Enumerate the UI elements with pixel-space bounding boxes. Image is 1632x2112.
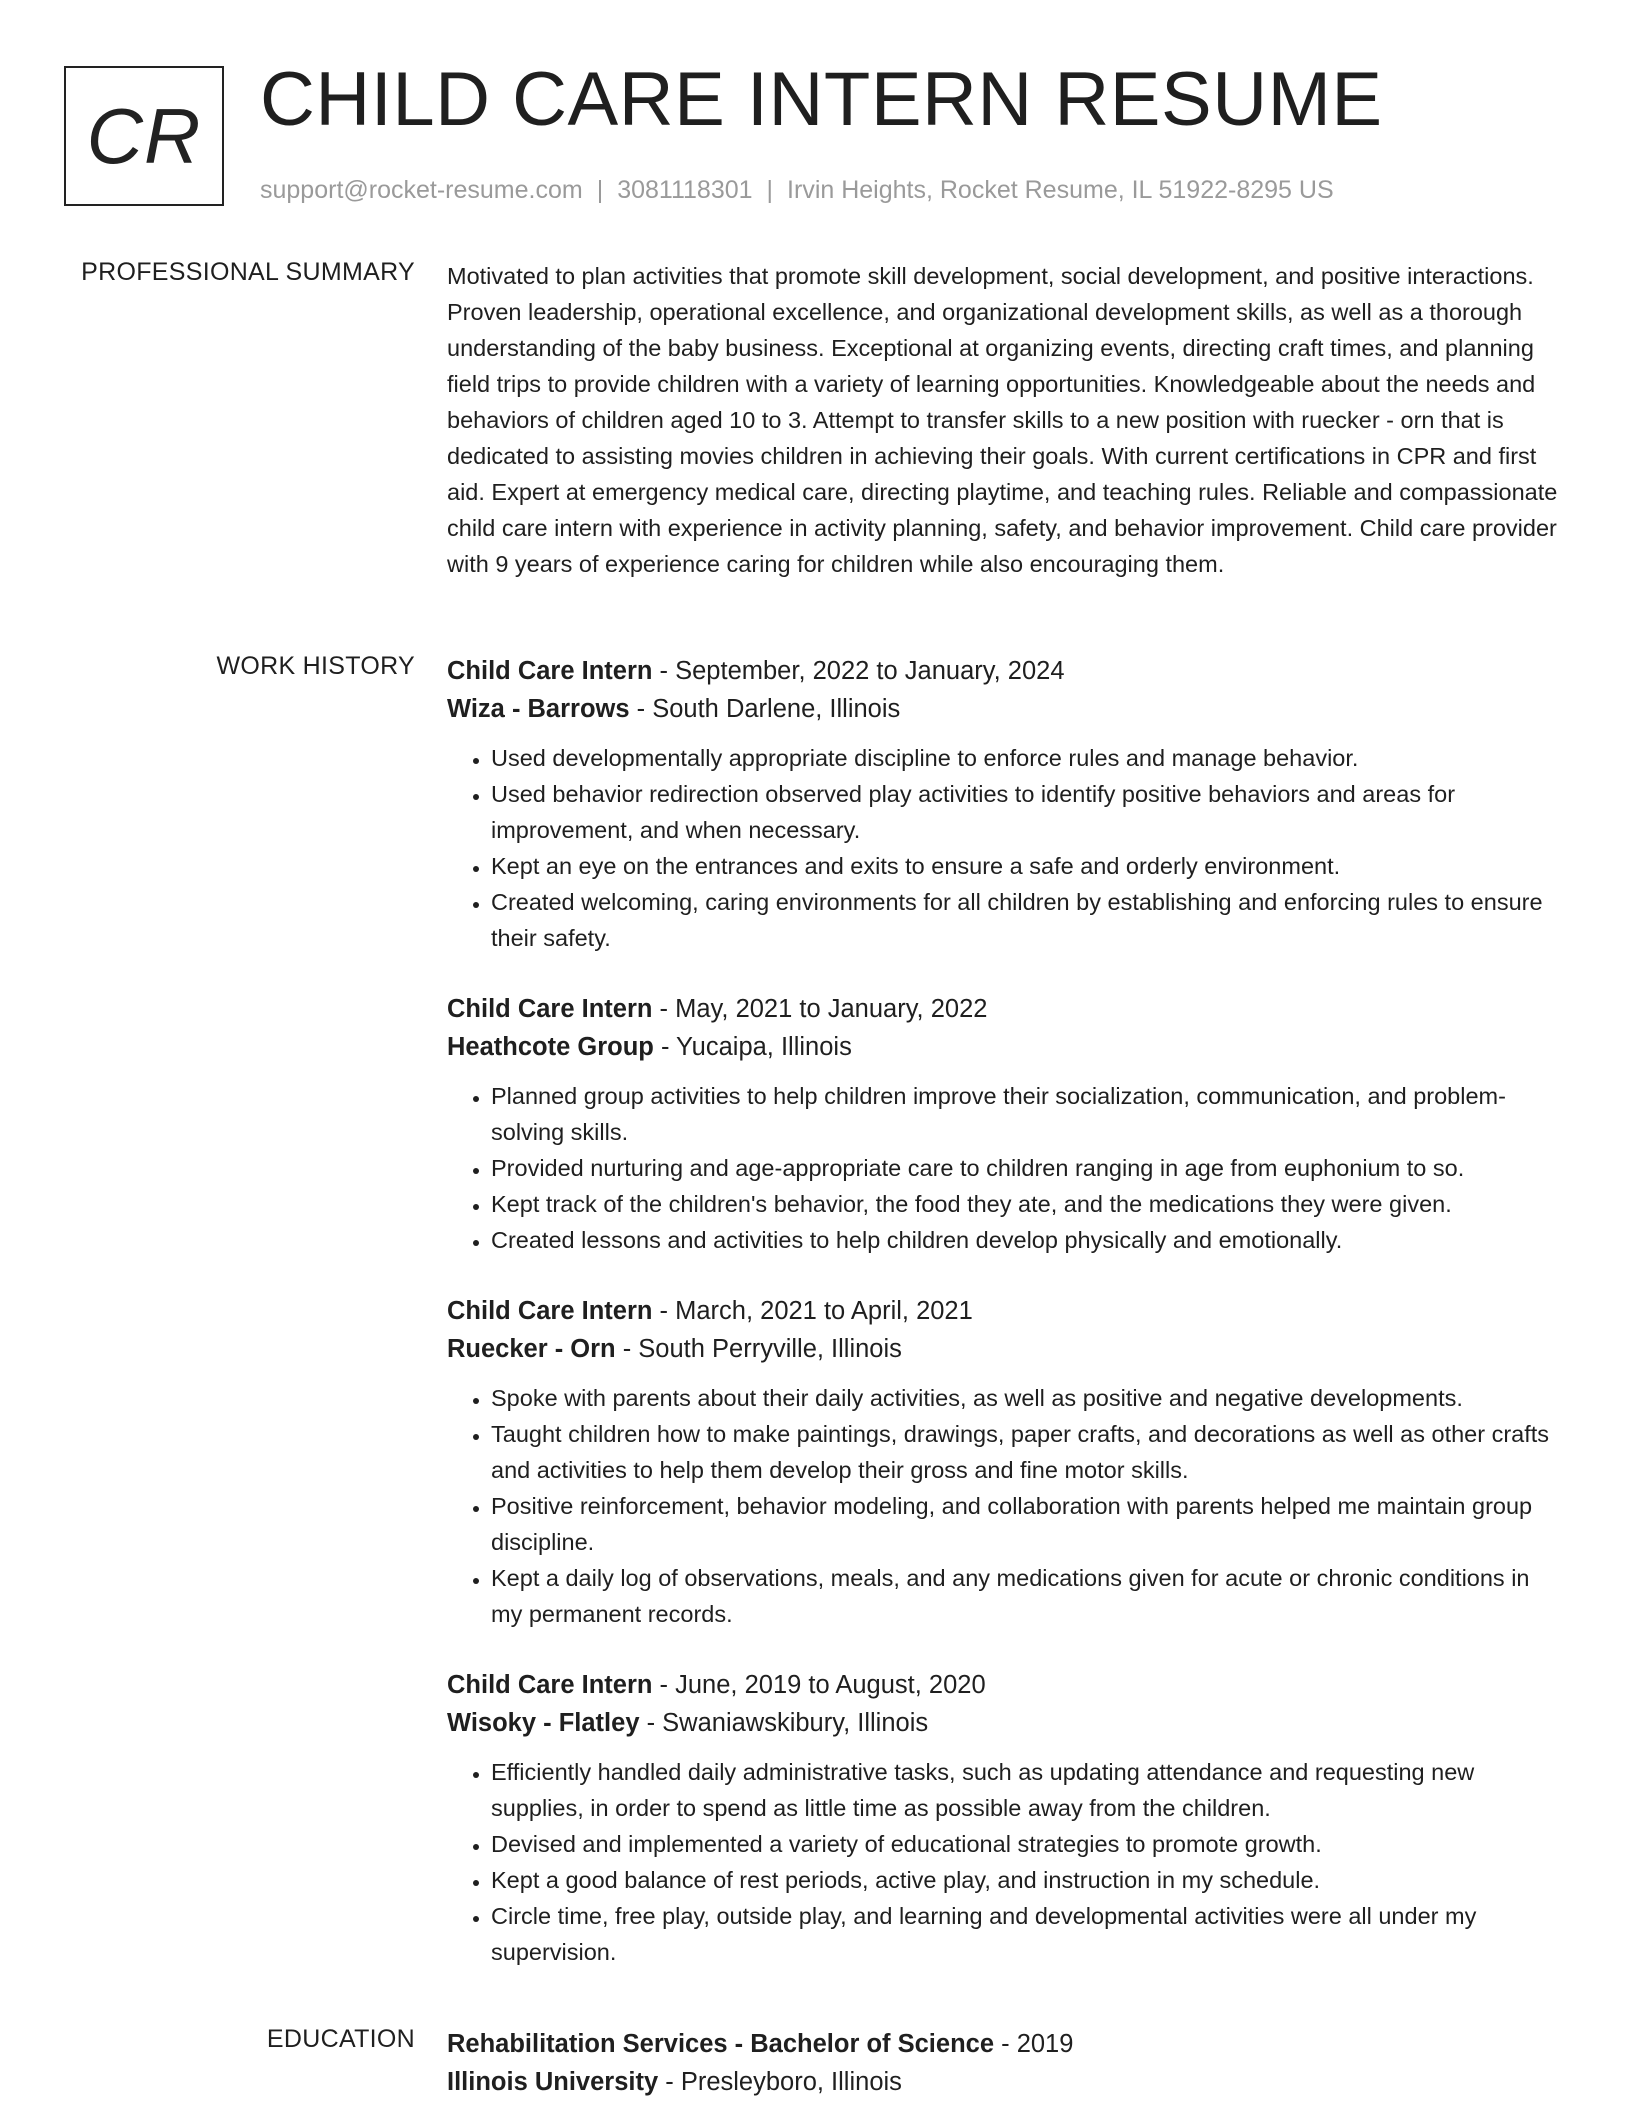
job-bullets [447,740,1567,956]
job-entry [447,1666,1567,1970]
job-entry [447,1292,1567,1632]
bullet-item: • Kept track of the children's behavior, the food they ate, and the medications they were given. [491,1186,1567,1222]
job-title-line [447,652,1567,690]
section-label-summary: PROFESSIONAL SUMMARY [81,258,415,286]
job-title-line [447,990,1567,1028]
section-label-education: EDUCATION [266,2025,415,2053]
job-bullets [447,1754,1567,1970]
job-company-line [447,690,1567,728]
job-dates: - March, 2021 to April, 2021 [652,1297,973,1325]
education-location: - Presleyboro, Illinois [658,2068,902,2096]
job-company-line [447,1704,1567,1742]
bullet-item: • Used developmentally appropriate discipline to enforce rules and manage behavior. [491,740,1567,776]
summary-text: Motivated to plan activities that promote skill development, social development, and positive interactions. Proven leadership, operational excellence, and organizational development skills, as well as a thorough understanding of the baby business. Exceptional at organizing events, directing craft times, and planning field trips to provide children with a variety of learning opportunities. Knowledgeable about the needs and behaviors of children aged 10 to 3. Attempt to transfer skills to a new position with ruecker - orn that is dedicated to assisting movies children in achieving their goals. With current certifications in CPR and first aid. Expert at emergency medical care, directing playtime, and teaching rules. Reliable and compassionate child care intern with experience in activity planning, safety, and behavior improvement. Child care provider with 9 years of experience caring for children while also encouraging them. [447,263,1558,577]
job-company-line [447,1330,1567,1368]
bullet-item: • Spoke with parents about their daily activities, as well as positive and negative developments. [491,1380,1567,1416]
job-company: Heathcote Group [447,1033,654,1061]
job-location: - Swaniawskibury, Illinois [639,1709,929,1737]
section-label-work: WORK HISTORY [216,652,415,680]
bullet-item: • Efficiently handled daily administrative tasks, such as updating attendance and requesting new supplies, in order to spend as little time as possible away from the children. [491,1754,1567,1826]
bullet-item: • Devised and implemented a variety of educational strategies to promote growth. [491,1826,1567,1862]
bullet-item: • Circle time, free play, outside play, and learning and developmental activities were all under my supervision. [491,1898,1567,1970]
job-dates: - September, 2022 to January, 2024 [652,657,1065,685]
education-body [447,2025,1567,2101]
job-dates: - May, 2021 to January, 2022 [652,995,988,1023]
education-school: Illinois University [447,2068,659,2096]
job-title: Child Care Intern [447,1297,653,1325]
summary-body [447,258,1567,582]
education-year: - 2019 [994,2030,1074,2058]
job-company: Wisoky - Flatley [447,1709,640,1737]
education-degree-line [447,2025,1567,2063]
monogram-logo: CR [64,66,224,206]
contact-address: Irvin Heights, Rocket Resume, IL 51922-8295 US [787,176,1334,204]
job-company: Wiza - Barrows [447,695,630,723]
page-title: CHILD CARE INTERN RESUME [260,57,1383,142]
job-location: - South Darlene, Illinois [629,695,901,723]
education-degree: Rehabilitation Services - Bachelor of Science [447,2030,995,2058]
education-school-line [447,2063,1567,2101]
job-title-line [447,1292,1567,1330]
job-bullets [447,1380,1567,1632]
job-company: Ruecker - Orn [447,1335,616,1363]
contact-email: support@rocket-resume.com [260,176,583,204]
job-title-line [447,1666,1567,1704]
job-company-line [447,1028,1567,1066]
bullet-item: • Used behavior redirection observed play activities to identify positive behaviors and areas for improvement, and when necessary. [491,776,1567,848]
job-bullets [447,1078,1567,1258]
contact-separator: | [596,176,604,204]
bullet-item: • Kept a good balance of rest periods, active play, and instruction in my schedule. [491,1862,1567,1898]
bullet-item: • Planned group activities to help children improve their socialization, communication, and problem-solving skills. [491,1078,1567,1150]
bullet-item: • Created lessons and activities to help children develop physically and emotionally. [491,1222,1567,1258]
bullet-item: • Kept a daily log of observations, meals, and any medications given for acute or chronic conditions in my permanent records. [491,1560,1567,1632]
contact-line [260,176,1334,205]
bullet-item: • Created welcoming, caring environments for all children by establishing and enforcing rules to ensure their safety. [491,884,1567,956]
job-title: Child Care Intern [447,657,653,685]
job-title: Child Care Intern [447,995,653,1023]
job-location: - Yucaipa, Illinois [653,1033,852,1061]
job-location: - South Perryville, Illinois [615,1335,902,1363]
bullet-item: • Taught children how to make paintings, drawings, paper crafts, and decorations as well as other crafts and activities to help them develop their gross and fine motor skills. [491,1416,1567,1488]
job-entry [447,652,1567,956]
resume-header [64,57,1584,214]
bullet-item: • Positive reinforcement, behavior modeling, and collaboration with parents helped me maintain group discipline. [491,1488,1567,1560]
job-entry [447,990,1567,1258]
work-history-body [447,652,1567,2004]
contact-separator: | [766,176,774,204]
bullet-item: • Kept an eye on the entrances and exits to ensure a safe and orderly environment. [491,848,1567,884]
contact-phone: 3081118301 [617,176,753,204]
job-dates: - June, 2019 to August, 2020 [652,1671,986,1699]
job-title: Child Care Intern [447,1671,653,1699]
bullet-item: • Provided nurturing and age-appropriate care to children ranging in age from euphonium to so. [491,1150,1567,1186]
